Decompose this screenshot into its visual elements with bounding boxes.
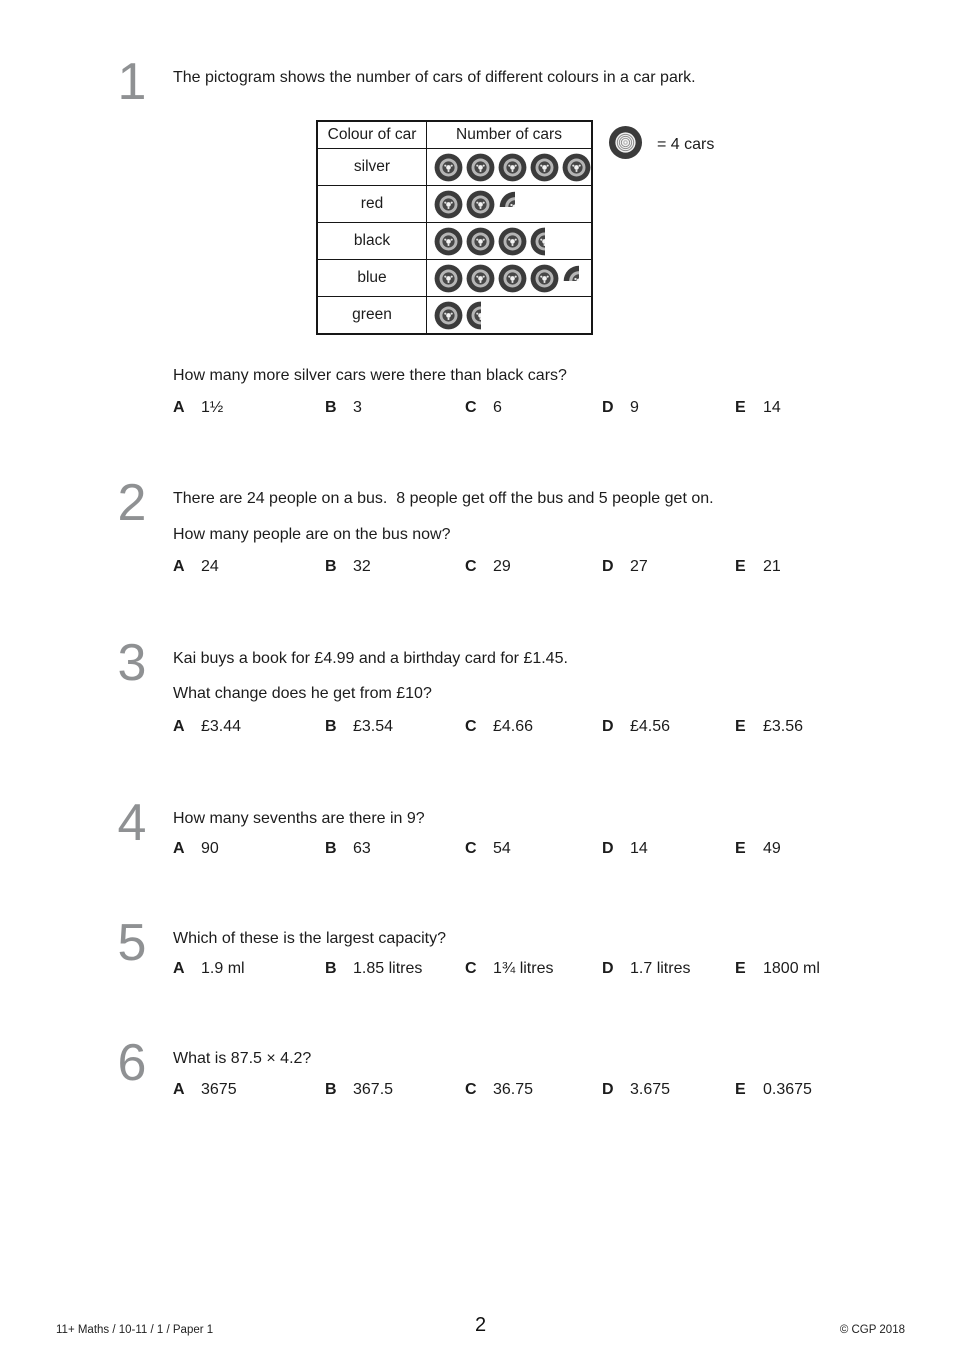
question-4-options (173, 840, 781, 858)
option-e (735, 399, 781, 417)
page-number: 2 (474, 1314, 487, 1336)
legend-label: = 4 cars (657, 136, 715, 153)
question-2-intro: There are 24 people on a bus. 8 people get off the bus and 5 people get on. (173, 490, 714, 507)
question-3-number: 3 (117, 634, 147, 692)
option-b (325, 960, 465, 978)
option-a (173, 558, 325, 576)
question-2-prompt: How many people are on the bus now? (173, 526, 451, 543)
option-letter: C (465, 718, 477, 735)
option-letter: A (173, 399, 185, 416)
option-letter: D (602, 840, 614, 857)
wheel-symbols-cell (427, 149, 593, 186)
option-letter: B (325, 960, 337, 977)
quarter-car-wheel-icon (562, 264, 579, 281)
option-value: £3.54 (353, 718, 394, 735)
option-letter: C (465, 399, 477, 416)
option-b (325, 558, 465, 576)
pictogram-row-red (317, 186, 592, 223)
pictogram-row-green (317, 297, 592, 335)
option-value: 54 (493, 840, 511, 857)
option-letter: D (602, 960, 614, 977)
option-value: 3675 (201, 1081, 237, 1098)
option-value: 0.3675 (763, 1081, 812, 1098)
colour-label: green (317, 297, 427, 335)
option-e (735, 1081, 812, 1099)
option-b (325, 840, 465, 858)
legend-wheel-icon (608, 125, 643, 165)
option-value: £4.56 (630, 718, 671, 735)
wheel-symbols (427, 149, 591, 185)
question-5-prompt: Which of these is the largest capacity? (173, 930, 447, 947)
car-wheel-icon (530, 153, 559, 182)
car-wheel-icon (434, 153, 463, 182)
option-value: 1800 ml (763, 960, 820, 977)
option-c (465, 558, 602, 576)
option-value: 1¾ litres (493, 960, 554, 977)
option-value: 1½ (201, 399, 224, 416)
option-letter: E (735, 399, 746, 416)
colour-label: silver (317, 149, 427, 186)
question-3-prompt: What change does he get from £10? (173, 685, 432, 702)
option-value: 90 (201, 840, 219, 857)
option-c (465, 960, 602, 978)
wheel-symbols-cell (427, 223, 593, 260)
pictogram-row-blue (317, 260, 592, 297)
question-6-options (173, 1081, 812, 1099)
option-value: £3.56 (763, 718, 804, 735)
option-b (325, 399, 465, 417)
option-e (735, 558, 781, 576)
question-3-options (173, 718, 803, 736)
option-letter: E (735, 840, 746, 857)
question-5-number: 5 (117, 914, 147, 972)
option-d (602, 840, 735, 858)
option-value: 21 (763, 558, 781, 575)
footer-paper-reference: 11+ Maths / 10-11 / 1 / Paper 1 (56, 1324, 214, 1336)
option-value: 367.5 (353, 1081, 394, 1098)
option-letter: B (325, 399, 337, 416)
question-4-prompt: How many sevenths are there in 9? (173, 810, 425, 827)
option-letter: A (173, 558, 185, 575)
question-1-intro: The pictogram shows the number of cars of different colours in a car park. (173, 69, 696, 86)
option-letter: B (325, 840, 337, 857)
option-value: 32 (353, 558, 371, 575)
question-5-options (173, 960, 820, 978)
option-letter: E (735, 1081, 746, 1098)
colour-label: red (317, 186, 427, 223)
option-value: 3 (353, 399, 362, 416)
option-e (735, 960, 820, 978)
legend-wheel-svg (608, 125, 643, 160)
option-a (173, 840, 325, 858)
option-value: £4.66 (493, 718, 534, 735)
car-wheel-icon (434, 301, 463, 330)
pictogram-header-colour: Colour of car (317, 121, 427, 149)
option-d (602, 558, 735, 576)
pictogram-body (317, 149, 592, 335)
option-letter: D (602, 399, 614, 416)
pictogram-legend (608, 125, 714, 165)
colour-label: black (317, 223, 427, 260)
pictogram-header-row (317, 121, 592, 149)
option-b (325, 1081, 465, 1099)
question-1-number: 1 (117, 53, 147, 111)
wheel-symbols-cell (427, 186, 593, 223)
option-letter: A (173, 840, 185, 857)
option-c (465, 399, 602, 417)
option-d (602, 1081, 735, 1099)
option-value: 49 (763, 840, 781, 857)
option-a (173, 399, 325, 417)
option-letter: E (735, 960, 746, 977)
pictogram-header-number: Number of cars (427, 121, 593, 149)
option-value: 1.9 ml (201, 960, 245, 977)
half-car-wheel-icon (530, 227, 545, 256)
option-value: 63 (353, 840, 371, 857)
question-3-intro: Kai buys a book for £4.99 and a birthday card for £1.45. (173, 650, 568, 667)
option-value: 6 (493, 399, 502, 416)
car-wheel-icon (498, 227, 527, 256)
option-d (602, 399, 735, 417)
option-value: 14 (630, 840, 648, 857)
pictogram-table (316, 120, 593, 335)
option-letter: B (325, 1081, 337, 1098)
option-value: 24 (201, 558, 219, 575)
option-letter: D (602, 558, 614, 575)
option-letter: D (602, 718, 614, 735)
car-wheel-icon (434, 227, 463, 256)
car-wheel-icon (498, 153, 527, 182)
option-value: 36.75 (493, 1081, 534, 1098)
car-wheel-icon (466, 264, 495, 293)
question-4-number: 4 (117, 794, 147, 852)
car-wheel-icon (530, 264, 559, 293)
wheel-symbols (427, 297, 591, 333)
option-a (173, 718, 325, 736)
option-value: £3.44 (201, 718, 242, 735)
question-2-options (173, 558, 781, 576)
car-wheel-icon (466, 190, 495, 219)
wheel-symbols (427, 260, 591, 296)
option-d (602, 960, 735, 978)
option-value: 1.7 litres (630, 960, 691, 977)
option-letter: C (465, 1081, 477, 1098)
option-value: 1.85 litres (353, 960, 423, 977)
car-wheel-icon (434, 264, 463, 293)
option-c (465, 718, 602, 736)
question-1-prompt: How many more silver cars were there than black cars? (173, 367, 567, 384)
option-letter: D (602, 1081, 614, 1098)
car-wheel-icon (466, 153, 495, 182)
option-value: 3.675 (630, 1081, 671, 1098)
pictogram-row-black (317, 223, 592, 260)
option-value: 27 (630, 558, 648, 575)
wheel-symbols (427, 186, 591, 222)
pictogram-row-silver (317, 149, 592, 186)
option-e (735, 718, 803, 736)
option-letter: A (173, 960, 185, 977)
question-6-prompt: What is 87.5 × 4.2? (173, 1050, 312, 1067)
option-c (465, 840, 602, 858)
option-letter: C (465, 960, 477, 977)
car-wheel-icon (562, 153, 591, 182)
question-2-number: 2 (117, 474, 147, 532)
wheel-symbols-cell (427, 260, 593, 297)
option-c (465, 1081, 602, 1099)
option-a (173, 960, 325, 978)
option-letter: A (173, 1081, 185, 1098)
wheel-symbols-cell (427, 297, 593, 335)
option-letter: E (735, 558, 746, 575)
option-letter: C (465, 840, 477, 857)
option-letter: C (465, 558, 477, 575)
footer-copyright: © CGP 2018 (839, 1324, 905, 1336)
question-1-options (173, 399, 781, 417)
car-wheel-icon (498, 264, 527, 293)
option-e (735, 840, 781, 858)
option-letter: E (735, 718, 746, 735)
option-a (173, 1081, 325, 1099)
option-d (602, 718, 735, 736)
option-letter: B (325, 558, 337, 575)
colour-label: blue (317, 260, 427, 297)
car-wheel-icon (466, 227, 495, 256)
quarter-car-wheel-icon (498, 190, 515, 207)
option-b (325, 718, 465, 736)
option-value: 14 (763, 399, 781, 416)
option-value: 9 (630, 399, 639, 416)
option-letter: A (173, 718, 185, 735)
option-letter: B (325, 718, 337, 735)
car-wheel-icon (434, 190, 463, 219)
option-value: 29 (493, 558, 511, 575)
wheel-symbols (427, 223, 591, 259)
half-car-wheel-icon (466, 301, 481, 330)
question-6-number: 6 (117, 1034, 147, 1092)
